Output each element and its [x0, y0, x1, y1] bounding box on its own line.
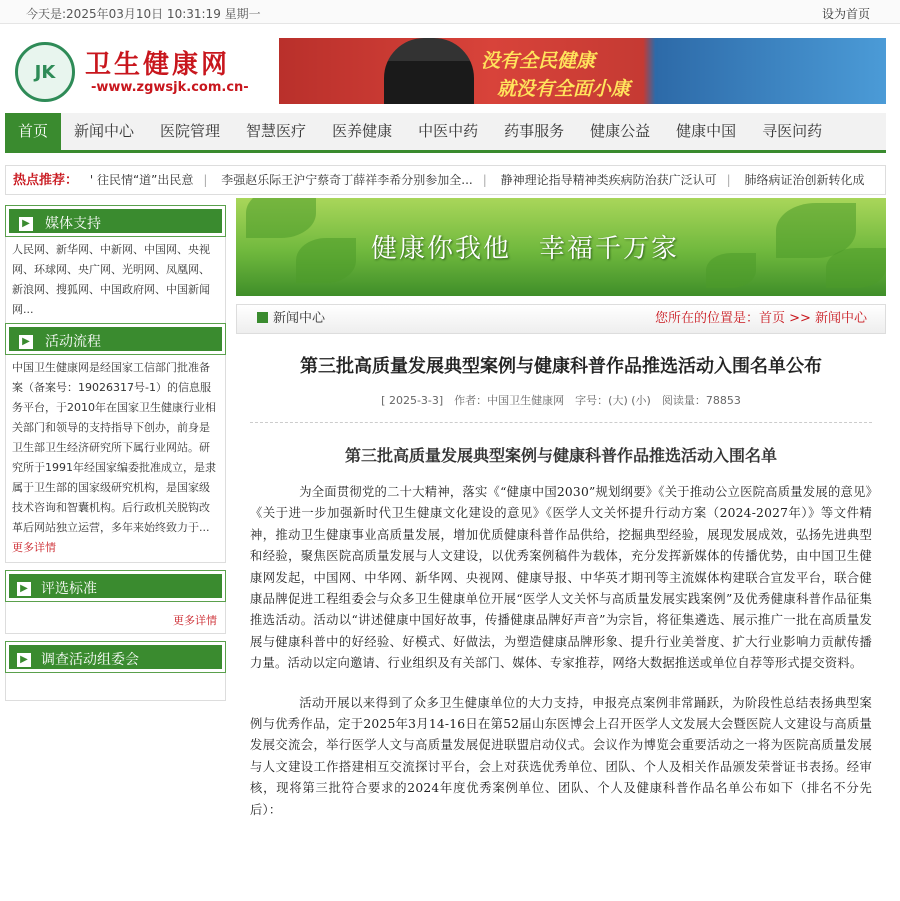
banner-slogan-1: 没有全民健康 — [481, 50, 596, 72]
breadcrumb-path[interactable]: 您所在的位置是：首页 >> 新闻中心 — [654, 311, 867, 326]
logo-url: -www.zgwsjk.com.cn- — [91, 80, 249, 95]
process-title: 活动流程 — [45, 334, 101, 350]
nav-tcm[interactable]: 中医中药 — [418, 122, 479, 140]
set-homepage-link[interactable]: 设为首页 — [821, 7, 870, 21]
top-bar — [0, 0, 900, 24]
main-content — [236, 198, 886, 821]
nav-health-charity[interactable]: 健康公益 — [590, 122, 651, 140]
article-paragraph-2: 活动开展以来得到了众多卫生健康单位的大力支持，申报亮点案例非常踊跃，为阶段性总结表扬典型案例与优秀作品，定于2025年3月14-16日在第52届山东医博会上召开医学人文发展大会暨医院人文建设与高质量发展交流会，举行医学人文与高质量发展促进联盟启动仪式。会议作为博览会重要活动之一将为医院高质量发展与人文建设工作搭建相互交流探讨平台，会上对获选优秀单位、团队、个人及相关作品颁发荣誉证书表扬。经审核，现将第三批符合要求的2024年度优秀案例单位、团队、个人及健康科普作品名单公布如下（排名不分先后）： — [250, 695, 872, 817]
nav-healthy-china[interactable]: 健康中国 — [676, 122, 737, 140]
media-support-text: 人民网、新华网、中新网、中国网、央视网、环球网、央广网、光明网、凤凰网、新浪网、搜狐网、中国政府网、中国新闻网... — [12, 243, 210, 316]
nav-seek-doctor[interactable]: 寻医问药 — [762, 122, 823, 140]
banner-slogan-2: 就没有全面小康 — [497, 78, 631, 100]
hot-item[interactable]: 李强赵乐际王沪宁蔡奇丁薛祥李希分别参加全... — [221, 173, 473, 187]
article-title: 第三批高质量发展典型案例与健康科普作品推选活动入围名单公布 — [300, 356, 822, 377]
article-paragraph-1: 为全面贯彻党的二十大精神，落实《“健康中国2030”规划纲要》《关于推动公立医院高质量发展的意见》《关于进一步加强新时代卫生健康文化建设的意见》《医学人文关怀提升行动方案（2024-2027年）》等文件精神，推动卫生健康事业高质量发展，增加优质健康科普作品供给，挖掘典型经验，展现发展成效，弘扬先进典型和经验，聚焦医院高质量发展与人文建设，以优秀案例稿件为载体，充分发挥新媒体的传播优势，由中国卫生健康网发起，中国网、中华网、新华网、央视网、健康导报、中华英才期刊等主流媒体构建联合宣发平台，联合健康品牌促进工程组委会与众多卫生健康单位开展“医学人文关怀与高质量发展实践案例”及优秀健康科普作品征集推选活动。活动以“讲述健康中国好故事，传播健康品牌好声音”为宗旨，将征集遴选、展示推广一批在高质量发展与健康科普中的好经验、好模式、好做法，为塑造健康品牌形象、提升行业美誉度、扩大行业影响力贡献传播力量。活动以定向邀请、行业组织及有关部门、媒体、专家推荐，网络大数据推送或单位自荐等形式提交资料。 — [250, 485, 872, 671]
logo-emblem-icon: JK — [15, 42, 75, 102]
criteria-more-link[interactable]: 更多详情 — [173, 614, 217, 627]
divider — [250, 422, 872, 423]
site-header — [5, 36, 886, 106]
site-logo[interactable] — [5, 36, 273, 106]
criteria-title: 评选标准 — [41, 581, 97, 597]
hot-item[interactable]: ' 往民情“道”出民意 — [89, 173, 194, 187]
banner-photo — [384, 38, 474, 104]
nav-pharmacy[interactable]: 药事服务 — [504, 122, 565, 140]
nav-elderly-health[interactable]: 医养健康 — [332, 122, 393, 140]
process-more-link[interactable]: 更多详情 — [12, 541, 56, 554]
media-support-box — [5, 205, 226, 563]
square-icon — [257, 312, 268, 323]
committee-title: 调查活动组委会 — [41, 652, 139, 668]
nav-home[interactable]: 首页 — [5, 113, 61, 150]
nav-smart-medical[interactable]: 智慧医疗 — [246, 122, 307, 140]
health-banner — [236, 198, 886, 296]
hot-item[interactable]: 肺络病证治创新转化成 — [744, 173, 865, 187]
article-subtitle: 第三批高质量发展典型案例与健康科普作品推选活动入围名单 — [344, 446, 777, 465]
breadcrumb — [236, 304, 886, 334]
process-header — [6, 324, 225, 354]
section-label — [257, 305, 325, 333]
arrow-right-icon: ▶ — [17, 653, 31, 667]
sidebar — [5, 205, 226, 708]
section-name: 新闻中心 — [273, 311, 326, 326]
media-support-title: 媒体支持 — [45, 216, 101, 232]
arrow-right-icon: ▶ — [19, 335, 33, 349]
hot-news-ticker: 热点推荐： ' 往民情“道”出民意 | 李强赵乐际王沪宁蔡奇丁薛祥李希分别参加全... | 静神理论指导精神类疾病防治获广泛认可 | 肺络病证治创新转化成 — [5, 165, 886, 195]
arrow-right-icon: ▶ — [17, 582, 31, 596]
criteria-box — [5, 570, 226, 634]
media-support-header — [6, 206, 225, 236]
article-meta: [ 2025-3-3] 作者：中国卫生健康网 字号：(大) (小) 阅读量：78853 — [381, 394, 741, 407]
hot-label: 热点推荐： — [13, 173, 79, 188]
health-banner-text: 健康你我他 幸福千万家 — [371, 234, 680, 264]
logo-title: 卫生健康网 — [85, 50, 231, 80]
committee-header — [6, 642, 225, 672]
process-body — [6, 354, 225, 562]
main-nav — [5, 113, 886, 153]
arrow-right-icon: ▶ — [19, 217, 33, 231]
nav-hospital-management[interactable]: 医院管理 — [160, 122, 221, 140]
committee-box — [5, 641, 226, 701]
current-date: 今天是:2025年03月10日 10:31:19 星期一 — [26, 7, 261, 21]
nav-news[interactable]: 新闻中心 — [74, 122, 135, 140]
hot-item[interactable]: 静神理论指导精神类疾病防治获广泛认可 — [500, 173, 717, 187]
process-text: 中国卫生健康网是经国家工信部门批准备案（备案号：19026317号-1）的信息服务平台，于2010年在国家卫生健康行业相关部门和领导的支持指导下创办，前身是卫生部卫生经济研究所下属行业网站。研究所于1991年经国家编委批准成立，是隶属于卫生部的国家级研究机构，是国家级技术咨询和智囊机构。后行政机关脱钩改革后网站独立运营，多年来始终致力于... — [12, 361, 216, 534]
criteria-header — [6, 571, 225, 601]
header-banner — [279, 38, 886, 104]
